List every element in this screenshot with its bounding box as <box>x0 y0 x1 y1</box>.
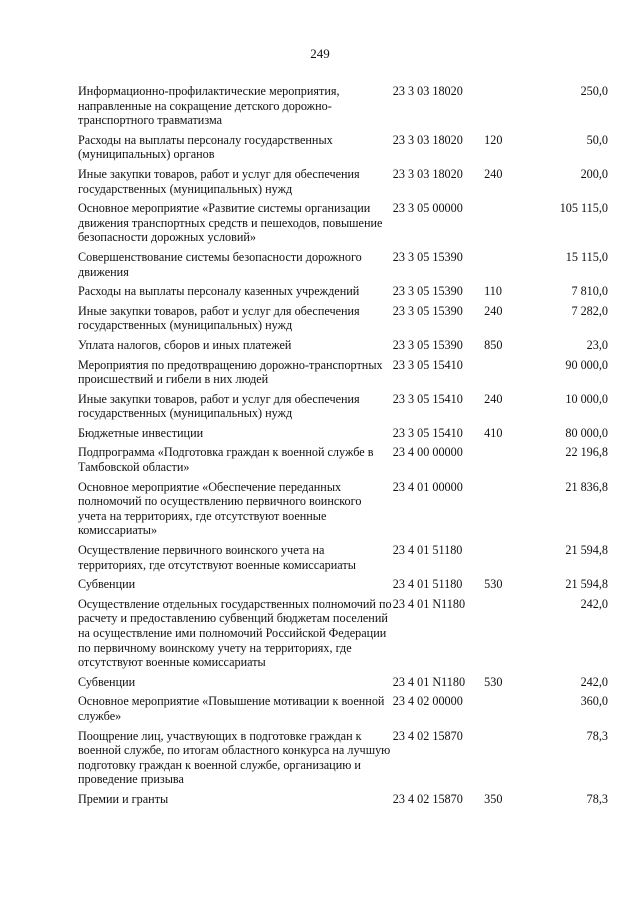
expense-type-cell <box>484 358 527 392</box>
expense-type-cell <box>484 694 527 728</box>
amount-cell: 105 115,0 <box>559 201 608 216</box>
expense-name-cell: Уплата налогов, сборов и иных платежей <box>78 337 292 352</box>
expense-type-cell: 350 <box>484 791 503 806</box>
amount-cell: 50,0 <box>586 132 608 147</box>
expense-name-cell: Совершенствование системы безопасности дорожного движения <box>78 249 362 279</box>
expense-name-cell: Информационно-профилактические мероприятия, направленные на сокращение детского дорожно-транспортного травматизма <box>78 84 340 128</box>
expense-name-cell: Иные закупки товаров, работ и услуг для обеспечения государственных (муниципальных) нужд <box>78 391 360 421</box>
amount-cell: 7 282,0 <box>571 303 608 318</box>
amount-cell: 21 594,8 <box>565 543 608 558</box>
expense-name-cell: Осуществление отдельных государственных полномочий по расчету и предоставлению субвенций бюджетам поселений на осуществление ими полномочий Российской Федерации по первичному воинскому учету на территориях, где отсутствуют военные комиссариаты <box>78 596 392 670</box>
classification-code-cell: 23 3 05 00000 <box>392 201 463 216</box>
classification-code-cell: 23 3 05 15410 <box>392 357 463 372</box>
classification-code-cell: 23 4 01 N1180 <box>392 674 466 689</box>
expense-name-cell: Расходы на выплаты персоналу государственных (муниципальных) органов <box>78 132 333 162</box>
expense-type-cell: 120 <box>484 132 503 147</box>
expense-name-cell: Мероприятия по предотвращению дорожно-транспортных происшествий и гибели в них людей <box>78 357 383 387</box>
expense-name-cell: Субвенции <box>78 577 136 592</box>
expense-type-cell <box>484 250 527 284</box>
expense-type-cell: 110 <box>484 284 502 299</box>
amount-cell: 15 115,0 <box>565 249 608 264</box>
classification-code-cell: 23 3 05 15390 <box>392 337 463 352</box>
amount-cell: 23,0 <box>586 337 608 352</box>
expense-name-cell: Иные закупки товаров, работ и услуг для обеспечения государственных (муниципальных) нужд <box>78 166 360 196</box>
table-row <box>78 84 608 133</box>
expense-type-cell <box>484 543 527 577</box>
budget-table <box>78 84 608 812</box>
amount-cell: 360,0 <box>580 694 608 709</box>
amount-cell: 242,0 <box>580 596 608 611</box>
budget-table-body <box>78 84 608 812</box>
amount-cell: 78,3 <box>586 728 608 743</box>
amount-cell: 80 000,0 <box>565 425 608 440</box>
table-row <box>78 597 608 675</box>
table-row <box>78 445 608 479</box>
classification-code-cell: 23 3 05 15410 <box>392 425 463 440</box>
table-row <box>78 284 608 304</box>
expense-type-cell: 850 <box>484 337 503 352</box>
table-row <box>78 338 608 358</box>
expense-name-cell: Субвенции <box>78 674 136 689</box>
classification-code-cell: 23 3 03 18020 <box>392 132 463 147</box>
table-row <box>78 167 608 201</box>
classification-code-cell: 23 3 05 15390 <box>392 303 463 318</box>
table-row <box>78 792 608 812</box>
expense-name-cell: Расходы на выплаты персоналу казенных учреждений <box>78 284 360 299</box>
amount-cell: 10 000,0 <box>565 391 608 406</box>
table-row <box>78 543 608 577</box>
expense-type-cell: 530 <box>484 577 503 592</box>
expense-type-cell <box>484 597 527 675</box>
expense-type-cell: 240 <box>484 303 503 318</box>
amount-cell: 250,0 <box>580 84 608 98</box>
table-row <box>78 480 608 543</box>
classification-code-cell: 23 3 05 15410 <box>392 391 463 406</box>
expense-name-cell: Основное мероприятие «Развитие системы организации движения транспортных средств и пешеходов, повышение безопасности дорожных условий» <box>78 201 383 245</box>
classification-code-cell: 23 4 01 00000 <box>392 479 463 494</box>
classification-code-cell: 23 4 02 15870 <box>392 728 463 743</box>
expense-type-cell: 530 <box>484 674 503 689</box>
expense-name-cell: Подпрограмма «Подготовка граждан к военной службе в Тамбовской области» <box>78 445 374 475</box>
table-row <box>78 358 608 392</box>
page-number: 249 <box>310 46 330 61</box>
table-row <box>78 250 608 284</box>
classification-code-cell: 23 3 03 18020 <box>392 166 463 181</box>
amount-cell: 242,0 <box>580 674 608 689</box>
classification-code-cell: 23 4 01 51180 <box>392 577 463 592</box>
table-row <box>78 133 608 167</box>
amount-cell: 21 836,8 <box>565 479 608 494</box>
expense-type-cell <box>484 480 527 543</box>
amount-cell: 90 000,0 <box>565 357 608 372</box>
expense-name-cell: Осуществление первичного воинского учета на территориях, где отсутствуют военные комиссариаты <box>78 543 356 572</box>
expense-name-cell: Иные закупки товаров, работ и услуг для обеспечения государственных (муниципальных) нужд <box>78 303 360 333</box>
table-row <box>78 729 608 792</box>
classification-code-cell: 23 3 03 18020 <box>392 84 463 98</box>
expense-name-cell: Премии и гранты <box>78 791 169 806</box>
expense-name-cell: Бюджетные инвестиции <box>78 425 204 440</box>
expense-type-cell: 240 <box>484 166 503 181</box>
amount-cell: 200,0 <box>580 166 608 181</box>
classification-code-cell: 23 4 02 15870 <box>392 791 463 806</box>
table-row <box>78 304 608 338</box>
table-row <box>78 201 608 250</box>
classification-code-cell: 23 4 02 00000 <box>392 694 463 709</box>
expense-name-cell: Основное мероприятие «Обеспечение переданных полномочий по осуществлению первичного воинского учета на территориях, где отсутствуют военные комиссариаты» <box>78 479 362 538</box>
table-row <box>78 426 608 446</box>
expense-type-cell <box>484 84 527 133</box>
expense-type-cell <box>484 729 527 792</box>
expense-type-cell <box>484 201 527 250</box>
amount-cell: 21 594,8 <box>565 577 608 592</box>
classification-code-cell: 23 3 05 15390 <box>392 249 463 264</box>
amount-cell: 78,3 <box>586 791 608 806</box>
amount-cell: 7 810,0 <box>571 284 608 299</box>
table-row <box>78 694 608 728</box>
classification-code-cell: 23 3 05 15390 <box>392 284 463 299</box>
amount-cell: 22 196,8 <box>565 445 608 460</box>
classification-code-cell: 23 4 01 N1180 <box>392 596 466 611</box>
table-row <box>78 577 608 597</box>
table-row <box>78 392 608 426</box>
expense-name-cell: Основное мероприятие «Повышение мотивации к военной службе» <box>78 694 385 723</box>
expense-type-cell: 240 <box>484 391 503 406</box>
classification-code-cell: 23 4 00 00000 <box>392 445 463 460</box>
classification-code-cell: 23 4 01 51180 <box>392 543 463 558</box>
expense-type-cell: 410 <box>484 425 503 440</box>
expense-type-cell <box>484 445 527 479</box>
expense-name-cell: Поощрение лиц, участвующих в подготовке граждан к военной службе, по итогам областного конкурса на лучшую подготовку граждан к военной службе, организацию и проведение призыва <box>78 728 391 787</box>
table-row <box>78 675 608 695</box>
